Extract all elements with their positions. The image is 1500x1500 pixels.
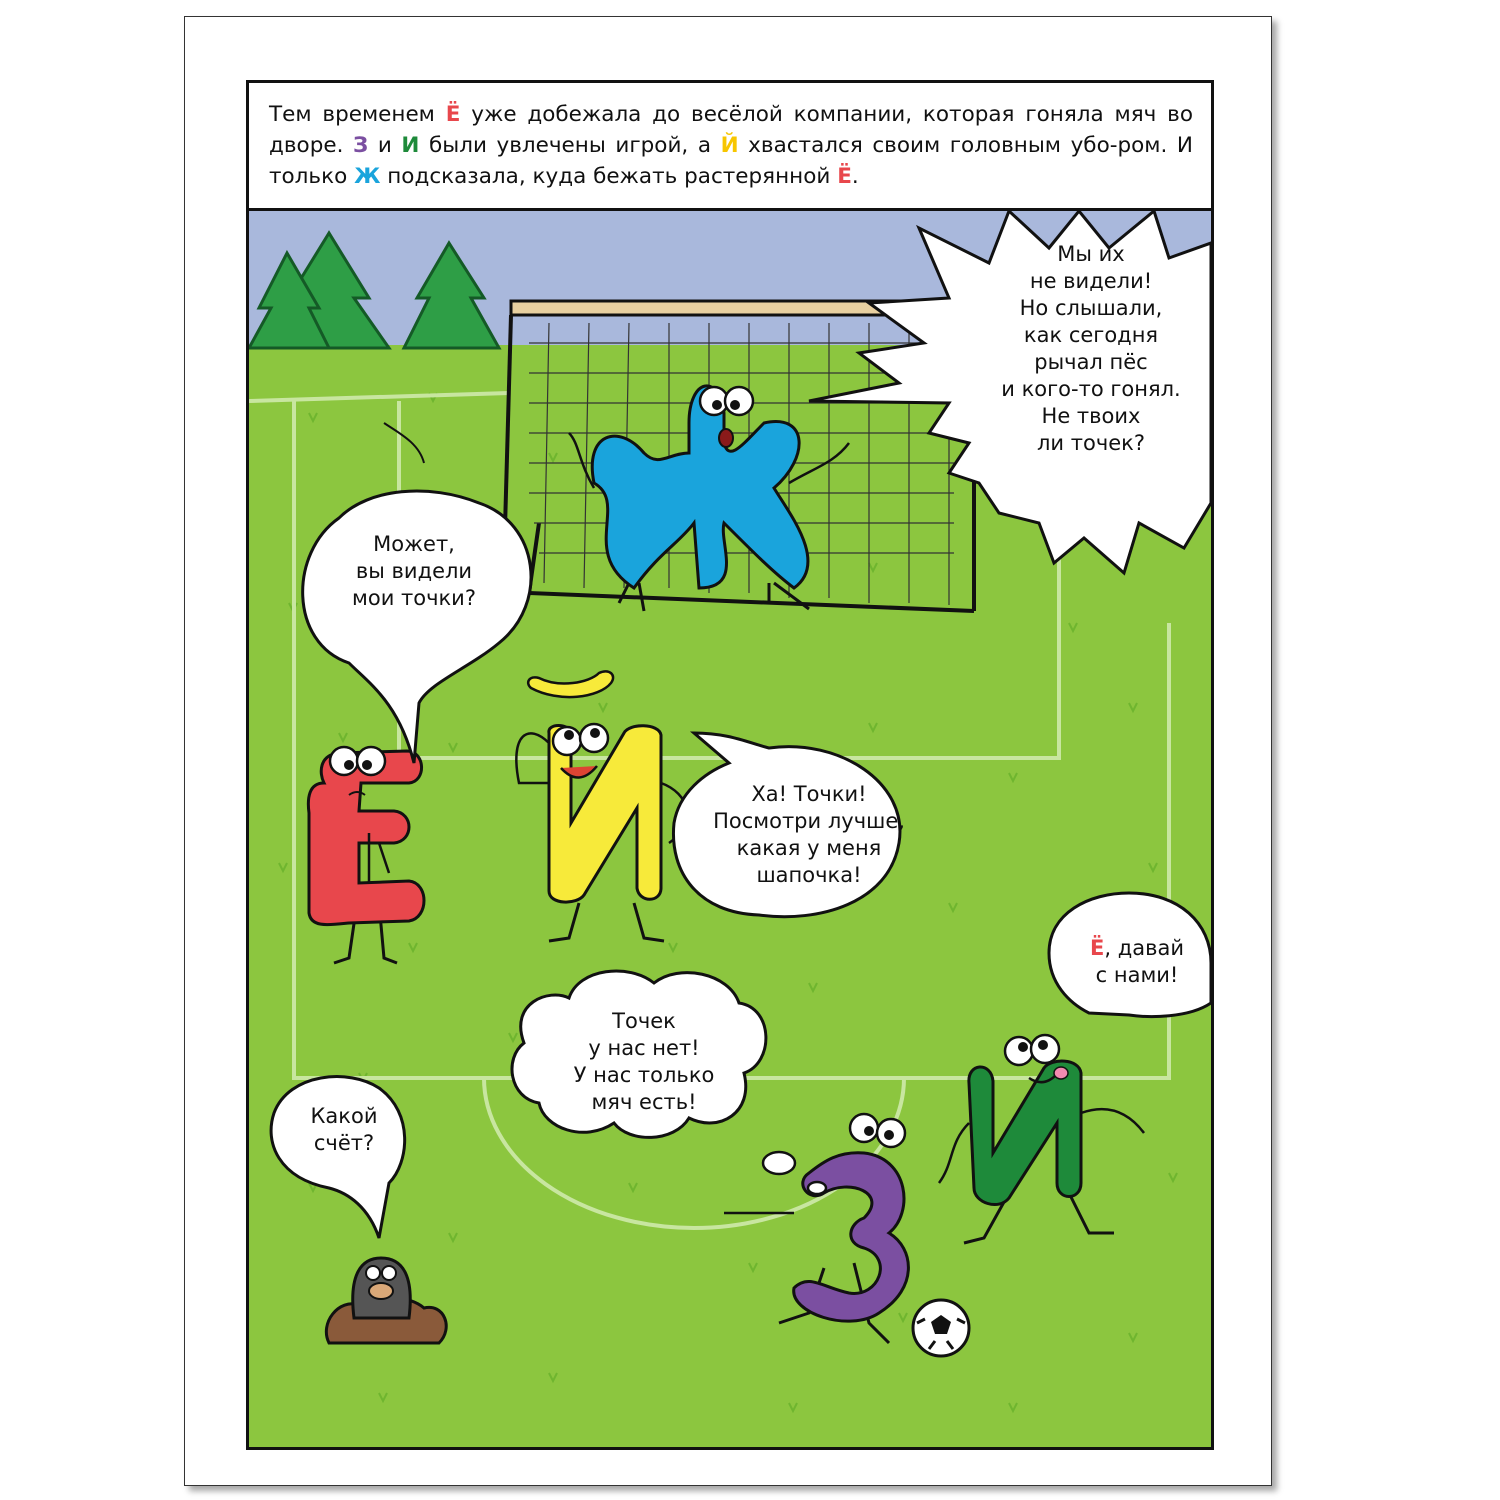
caption-text: подсказала, куда бежать растерянной [380, 164, 838, 189]
speech-line: вы видели [355, 559, 473, 583]
speech-line: Точек [612, 1009, 676, 1033]
speech-line: Посмотри лучше, [713, 809, 905, 833]
caption-text: уже добежала до весёлой компании, которая гоняла мяч во дворе. [269, 102, 1194, 158]
speech-line [1067, 935, 1207, 962]
speech-line: какая у меня [736, 836, 882, 860]
speech-line: не видели! [1029, 269, 1153, 293]
caption-letter-i: И [401, 133, 420, 158]
speech-line: и кого-то гонял. [1001, 377, 1181, 401]
story-caption [249, 83, 1211, 211]
speech-line: Но слышали, [1019, 296, 1163, 320]
caption-text: Тем временем [269, 102, 446, 127]
caption-text: . [851, 164, 859, 189]
caption-text: хвастался своим головным убо-ром. И только [269, 133, 1193, 189]
speech-line: с нами! [1095, 963, 1179, 987]
caption-letter-yo: Ё [445, 102, 461, 127]
speech-line: мои точки? [352, 586, 476, 610]
z-thought-dot-1 [763, 1152, 795, 1174]
mole-speech-text [279, 1103, 409, 1157]
z-thought-dot-2 [808, 1182, 826, 1194]
i-speech-text [1067, 935, 1207, 989]
speech-fragment: , давай [1104, 936, 1184, 960]
speech-line: ли точек? [1037, 431, 1145, 455]
caption-letter-zh: Ж [354, 164, 381, 189]
speech-line: Мы их [1057, 242, 1125, 266]
z-thought-text [539, 1008, 749, 1116]
speech-line: счёт? [313, 1131, 375, 1155]
soccer-ball [913, 1300, 969, 1356]
speech-line: Ха! Точки! [751, 782, 867, 806]
comic-panel [246, 80, 1214, 1450]
speech-line: Может, [373, 532, 455, 556]
zh-speech-text [971, 241, 1211, 457]
speech-line: У нас только [573, 1063, 715, 1087]
speech-line: мяч есть! [591, 1090, 697, 1114]
speech-line: Не твоих [1041, 404, 1141, 428]
speech-line: у нас нет! [588, 1036, 700, 1060]
y-speech-text [704, 781, 914, 889]
speech-line: шапочка! [756, 863, 862, 887]
caption-letter-y: Й [720, 133, 739, 158]
yo-speech-text [309, 531, 519, 612]
speech-letter-yo: Ё [1090, 936, 1105, 960]
caption-letter-yo: Ё [837, 164, 852, 189]
caption-text: были увлечены игрой, а [419, 133, 721, 158]
caption-letter-z: З [352, 133, 369, 158]
caption-text: и [368, 133, 402, 158]
speech-line: Какой [310, 1104, 378, 1128]
speech-line: рычал пёс [1034, 350, 1148, 374]
speech-line: как сегодня [1023, 323, 1159, 347]
